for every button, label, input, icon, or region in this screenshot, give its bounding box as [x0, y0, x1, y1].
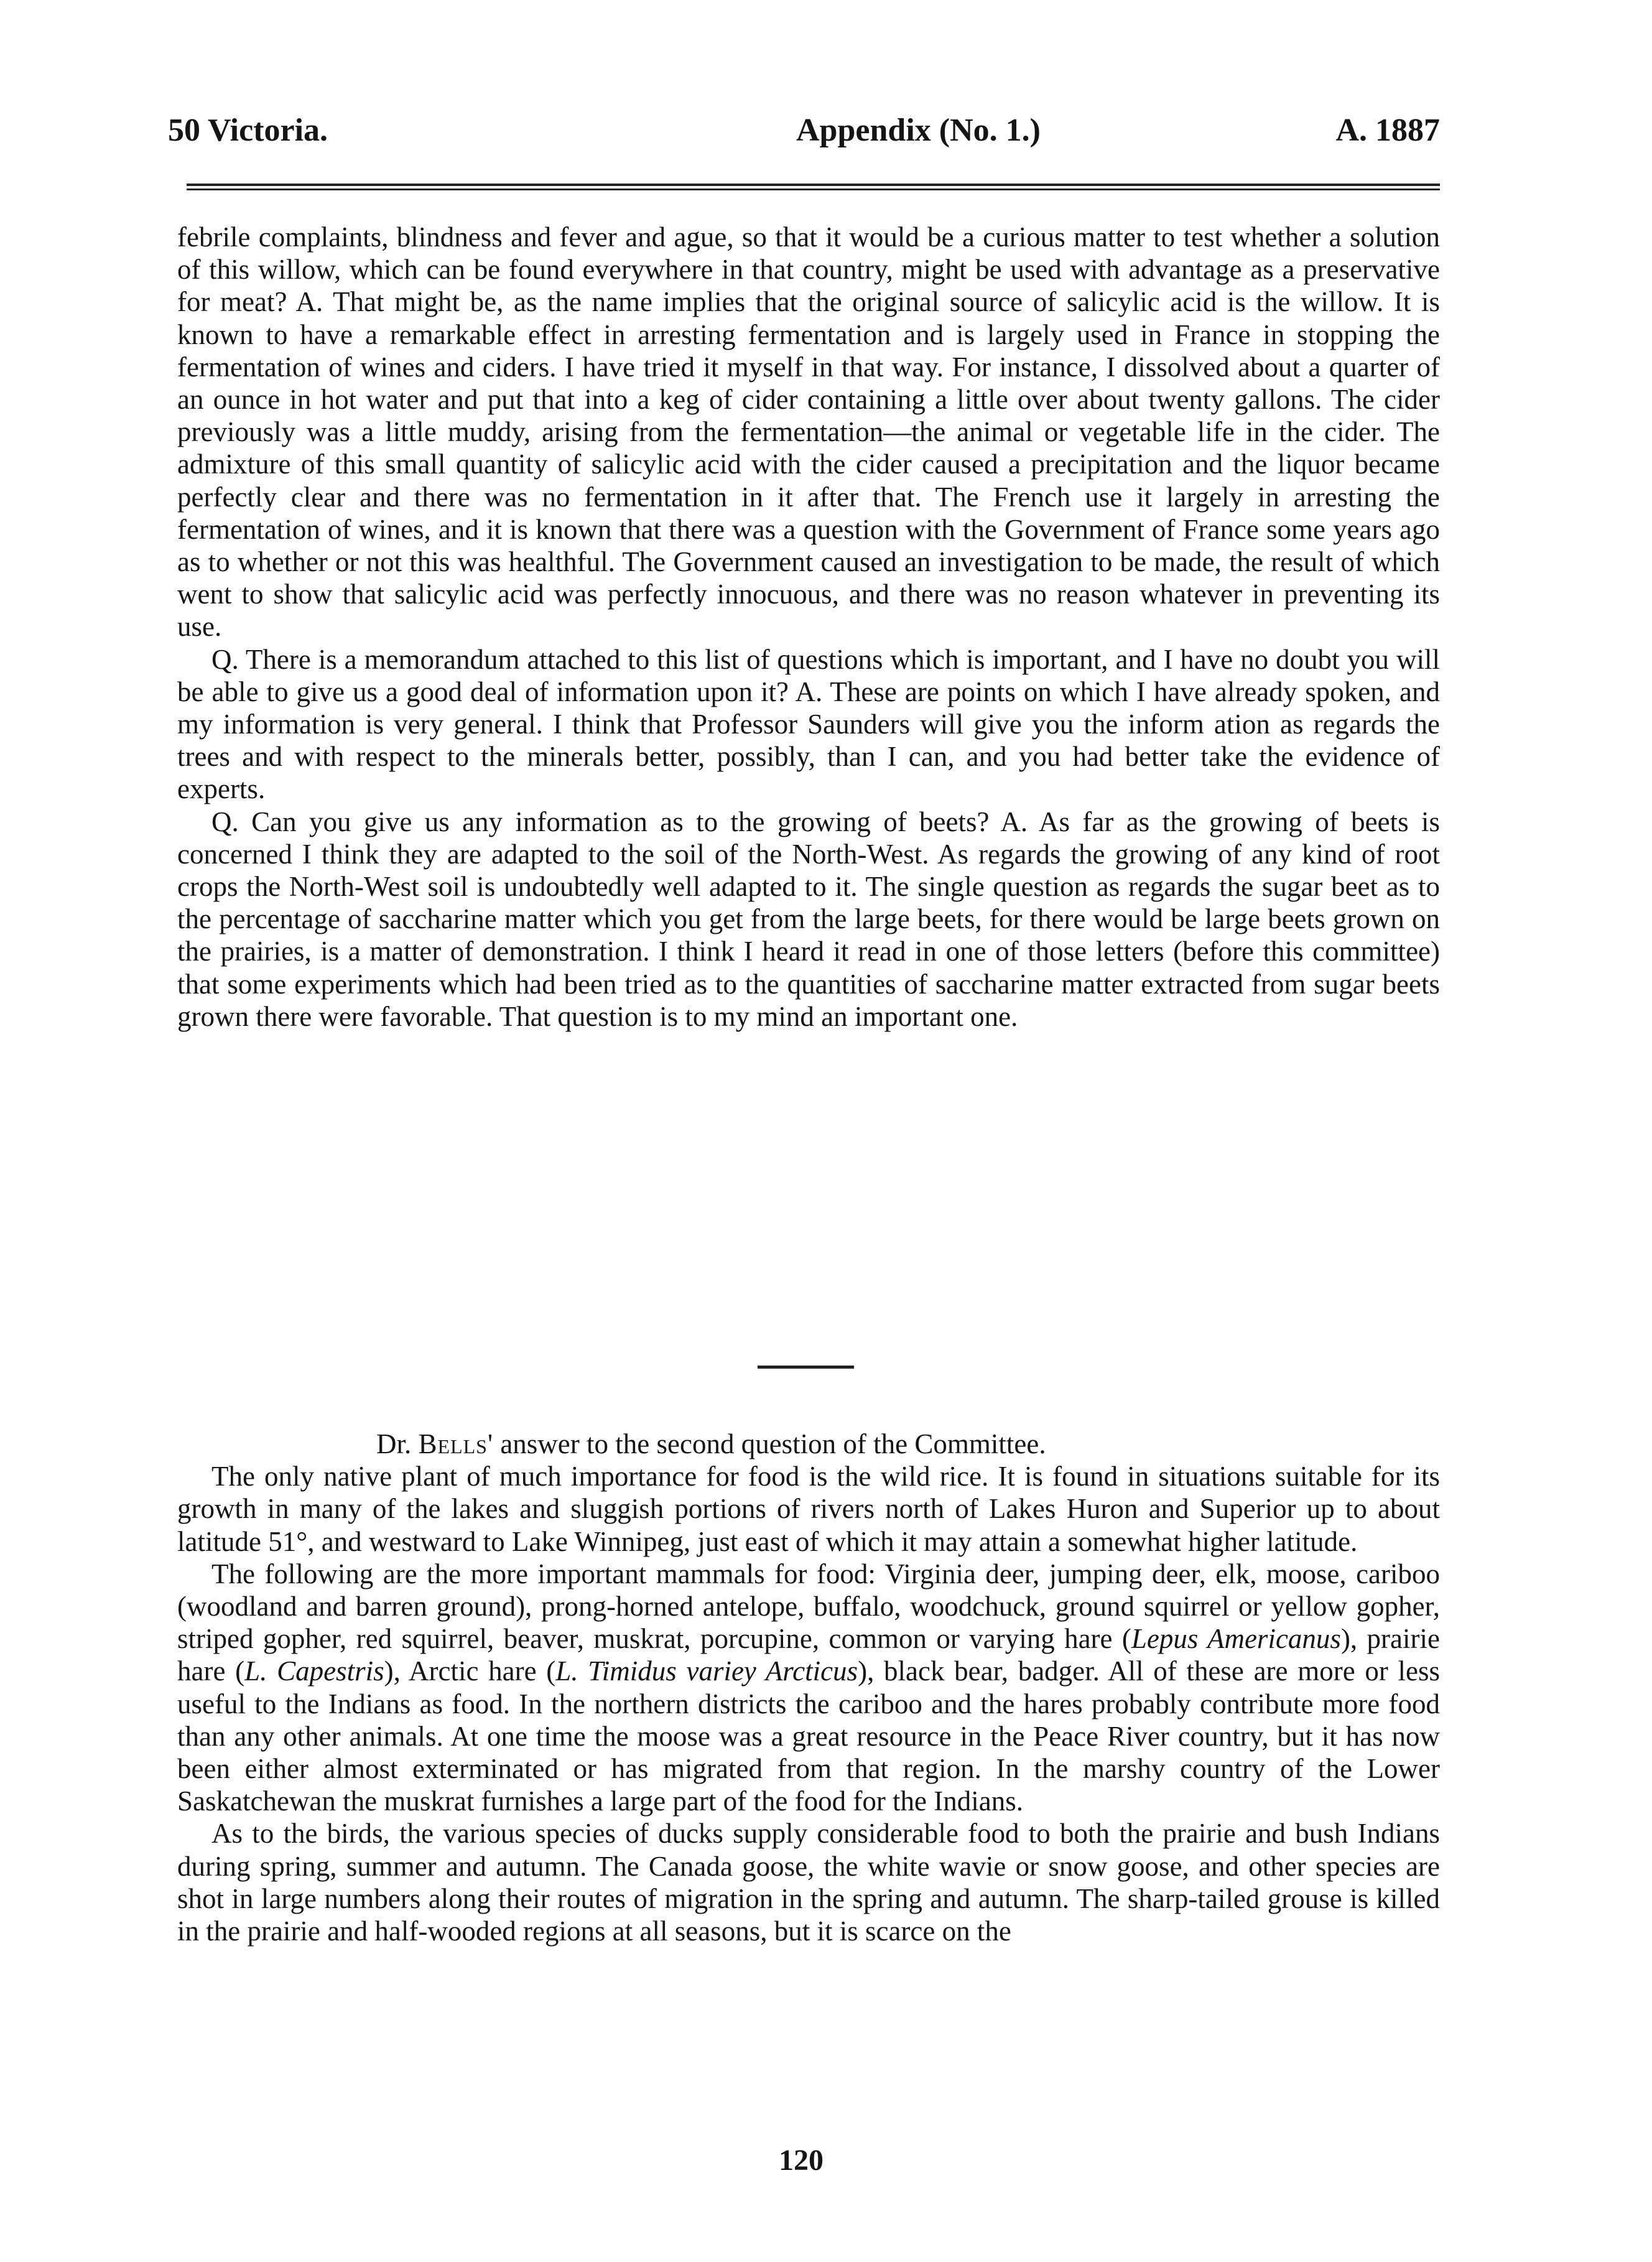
heading-name: Bells': [418, 1428, 494, 1459]
species-l-timidus: L. Timidus variey Arcticus: [555, 1655, 858, 1687]
mammals-text-c: ), Arctic hare (: [384, 1655, 556, 1687]
running-header: [168, 112, 1440, 156]
paragraph-wild-rice: The only native plant of much importance for food is the wild rice. It is found in situations suitable for its growth in many of the lakes and sluggish portions of rivers north of Lakes Huron and Superior up to about latitude 51°, and westward to Lake Winnipeg, just east of which it may attain a somewhat higher latitude.: [177, 1461, 1440, 1557]
paragraph-beets: Q. Can you give us any information as to the growing of beets? A. As far as the growing of beets is concerned I think they are adapted to the soil of the North-West. As regards the growing of any kind of root crops the North-West soil is undoubtedly well adapted to it. The single question as regards the sugar beet as to the percentage of saccharine matter which you get from the large beets, for there would be large beets grown on the prairies, is a matter of demonstration. I think I heard it read in one of those letters (before this committee) that some experiments which had been tried as to the quantities of saccharine matter extracted from sugar beets grown there were favorable. That question is to my mind an important one.: [177, 806, 1440, 1032]
paragraph-salicylic-acid: febrile complaints, blindness and fever and ague, so that it would be a curious matter to test whether a solution of this willow, which can be found everywhere in that country, might be used with advantage as a preservative for meat? A. That might be, as the name implies that the original source of salicylic acid is the willow. It is known to have a remarkable effect in arresting fermentation and is largely used in France in stopping the fermentation of wines and ciders. I have tried it myself in that way. For instance, I dissolved about a quarter of an ounce in hot water and put that into a keg of cider containing a little over about twenty gallons. The cider previously was a little muddy, arising from the fermentation—the animal or vegetable life in the cider. The admixture of this small quantity of salicylic acid with the cider caused a precipitation and the liquor became perfectly clear and there was no fermentation in it after that. The French use it largely in arresting the fermentation of wines, and it is known that there was a question with the Government of France some years ago as to whether or not this was healthful. The Government caused an investigation to be made, the result of which went to show that salicylic acid was perfectly innocuous, and there was no reason whatever in preventing its use.: [177, 221, 1440, 643]
header-session: 50 Victoria.: [168, 113, 328, 148]
testimony-section: [177, 221, 1440, 1033]
paragraph-mammals: [177, 1558, 1440, 1818]
species-lepus-americanus: Lepus Americanus: [1131, 1623, 1341, 1655]
mammals-text-a: The following are the more important mammals for food: Virginia deer, jumping deer, elk, moose, cariboo (woodland and barren ground), prong-horned antelope, buffalo, woodchuck, ground squirrel or yellow gopher, striped gopher, red squirrel, beaver, muskrat, porcupine, common or varying hare (: [177, 1558, 1440, 1655]
bell-answer-section: [177, 1428, 1440, 1947]
header-year: A. 1887: [1335, 113, 1440, 148]
mammals-text-d: ), black bear, badger. All of these are more or less useful to the Indians as food. In the northern districts the cariboo and the hares probably contribute more food than any other animals. At one time the moose was a great resource in the Peace River country, but it has now been either almost exterminated or has migrated from that region. In the marshy country of the Lower Saskatchewan the muskrat furnishes a large part of the food for the Indians.: [177, 1655, 1441, 1817]
heading-suffix: answer to the second question of the Committee.: [493, 1428, 1046, 1459]
header-double-rule: [187, 184, 1440, 191]
mammals-text-b: ), prairie hare (: [177, 1623, 1440, 1687]
species-l-capestris: L. Capestris: [244, 1655, 384, 1687]
section-heading: [177, 1428, 1440, 1460]
header-rule-upper: [187, 184, 1440, 186]
header-appendix: Appendix (No. 1.): [796, 113, 1041, 148]
header-rule-lower: [187, 188, 1440, 190]
paragraph-memorandum: Q. There is a memorandum attached to this list of questions which is important, and I have no doubt you will be able to give us a good deal of information upon it? A. These are points on which I have already spoken, and my information is very general. I think that Professor Saunders will give you the inform ation as regards the trees and with respect to the minerals better, possibly, than I can, and you had better take the evidence of experts.: [177, 643, 1440, 805]
heading-prefix: Dr.: [376, 1428, 419, 1459]
section-separator-rule: [758, 1366, 854, 1369]
page-number: 120: [779, 2144, 824, 2177]
paragraph-birds: As to the birds, the various species of ducks supply considerable food to both the prairie and bush Indians during spring, summer and autumn. The Canada goose, the white wavie or snow goose, and other species are shot in large numbers along their routes of migration in the spring and autumn. The sharp-tailed grouse is killed in the prairie and half-wooded regions at all seasons, but it is scarce on the: [177, 1818, 1440, 1947]
